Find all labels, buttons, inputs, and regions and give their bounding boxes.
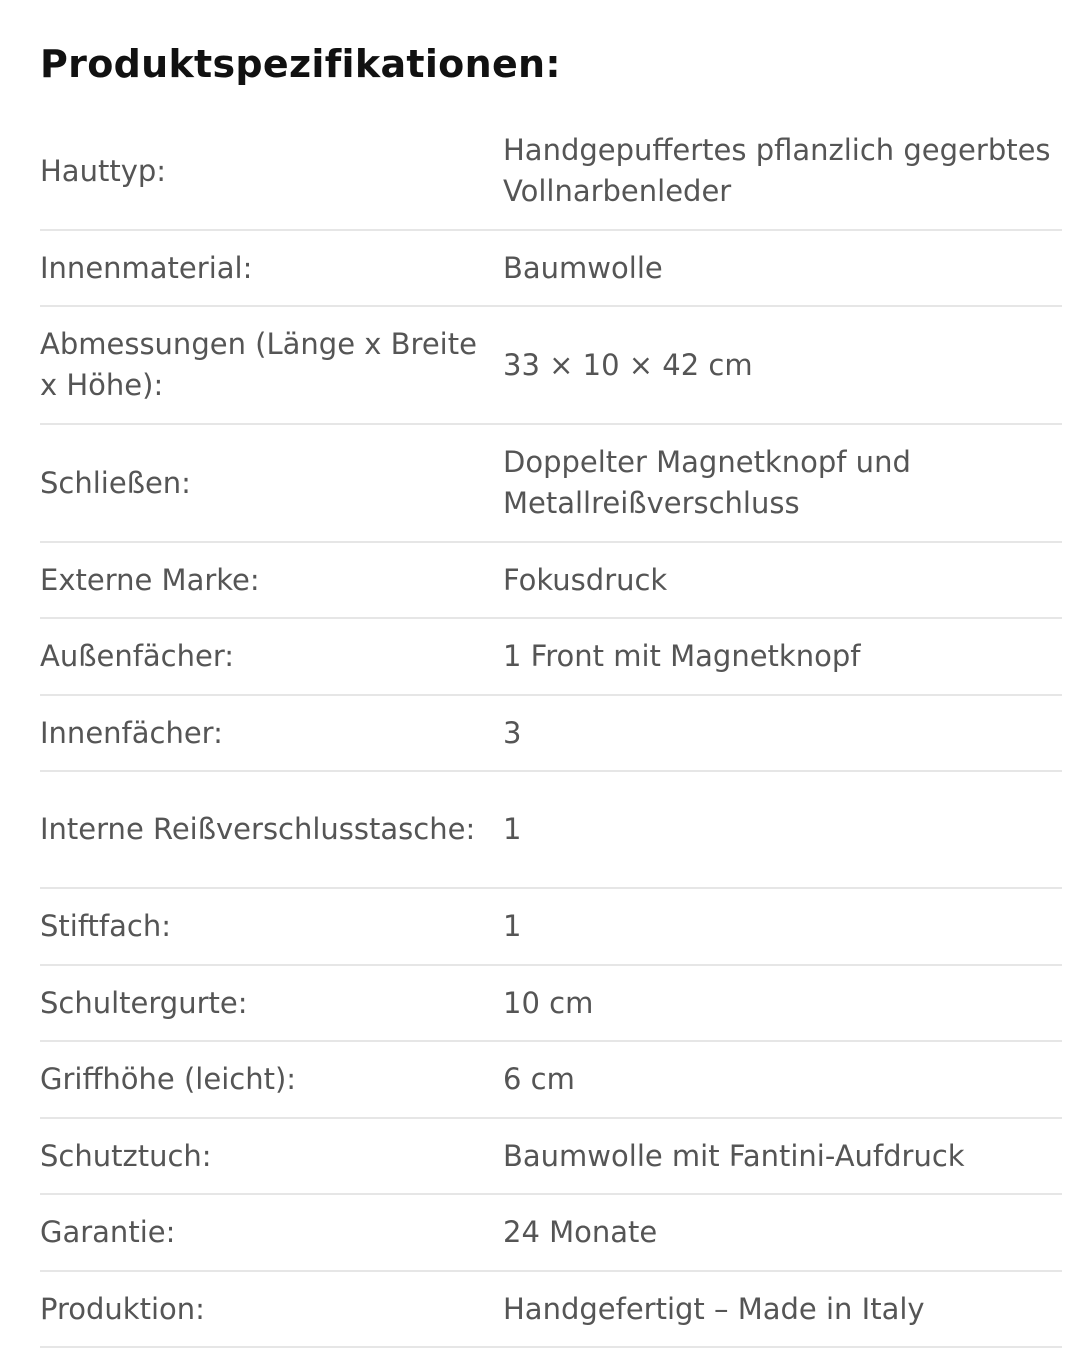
spec-label: Schultergurte: [40,985,248,1020]
spec-value: 3 [503,715,522,750]
spec-label: Interne Reißverschlusstasche: [40,812,476,846]
spec-row-schutztuch [40,1118,1062,1194]
spec-label: Hauttyp: [40,153,167,188]
spec-value: Baumwolle mit Fantini-Aufdruck [503,1138,965,1173]
spec-row-innenfaecher [40,695,1062,771]
spec-row-stiftfach [40,888,1062,965]
spec-label: Externe Marke: [40,562,260,597]
spec-row-schultergurte [40,965,1062,1041]
spec-value: 24 Monate [503,1215,658,1249]
spec-row-externe-marke [40,542,1062,618]
spec-row-reissverschlusstasche [40,771,1062,888]
spec-row-innenmaterial [40,230,1062,306]
spec-value: 6 cm [503,1062,575,1096]
spec-label: Schutztuch: [40,1138,212,1173]
spec-value: 1 [503,909,522,943]
spec-label: Innenfächer: [40,715,223,750]
spec-label: Produktion: [40,1291,205,1326]
spec-value: Handgepuffertes pflanzlich gegerbtes Vollnarbenleder [503,133,1051,208]
spec-value: 1 Front mit Magnetknopf [503,639,861,673]
spec-row-schliessen [40,424,1062,542]
spec-row-produktion [40,1271,1062,1347]
spec-value: Baumwolle [503,250,663,285]
page-title: Produktspezifikationen: [40,42,561,86]
spec-value: 33 × 10 × 42 cm [503,347,753,382]
spec-value: Doppelter Magnetknopf und Metallreißverschluss [503,445,911,520]
spec-row-abmessungen [40,306,1062,424]
spec-row-griffhoehe [40,1041,1062,1118]
spec-row-garantie [40,1194,1062,1271]
spec-label: Schließen: [40,465,191,500]
spec-table [40,113,1062,1348]
spec-label: Innenmaterial: [40,250,253,285]
spec-value: Handgefertigt – Made in Italy [503,1291,925,1326]
spec-label: Griffhöhe (leicht): [40,1062,297,1096]
spec-value: 1 [503,812,522,846]
spec-label: Stiftfach: [40,909,171,943]
spec-value: 10 cm [503,985,594,1020]
spec-label: Abmessungen (Länge x Breite x Höhe): [40,327,477,402]
spec-label: Garantie: [40,1215,176,1249]
spec-row-hauttyp [40,113,1062,230]
spec-value: Fokusdruck [503,562,668,597]
spec-row-aussenfaecher [40,618,1062,695]
spec-label: Außenfächer: [40,639,235,673]
